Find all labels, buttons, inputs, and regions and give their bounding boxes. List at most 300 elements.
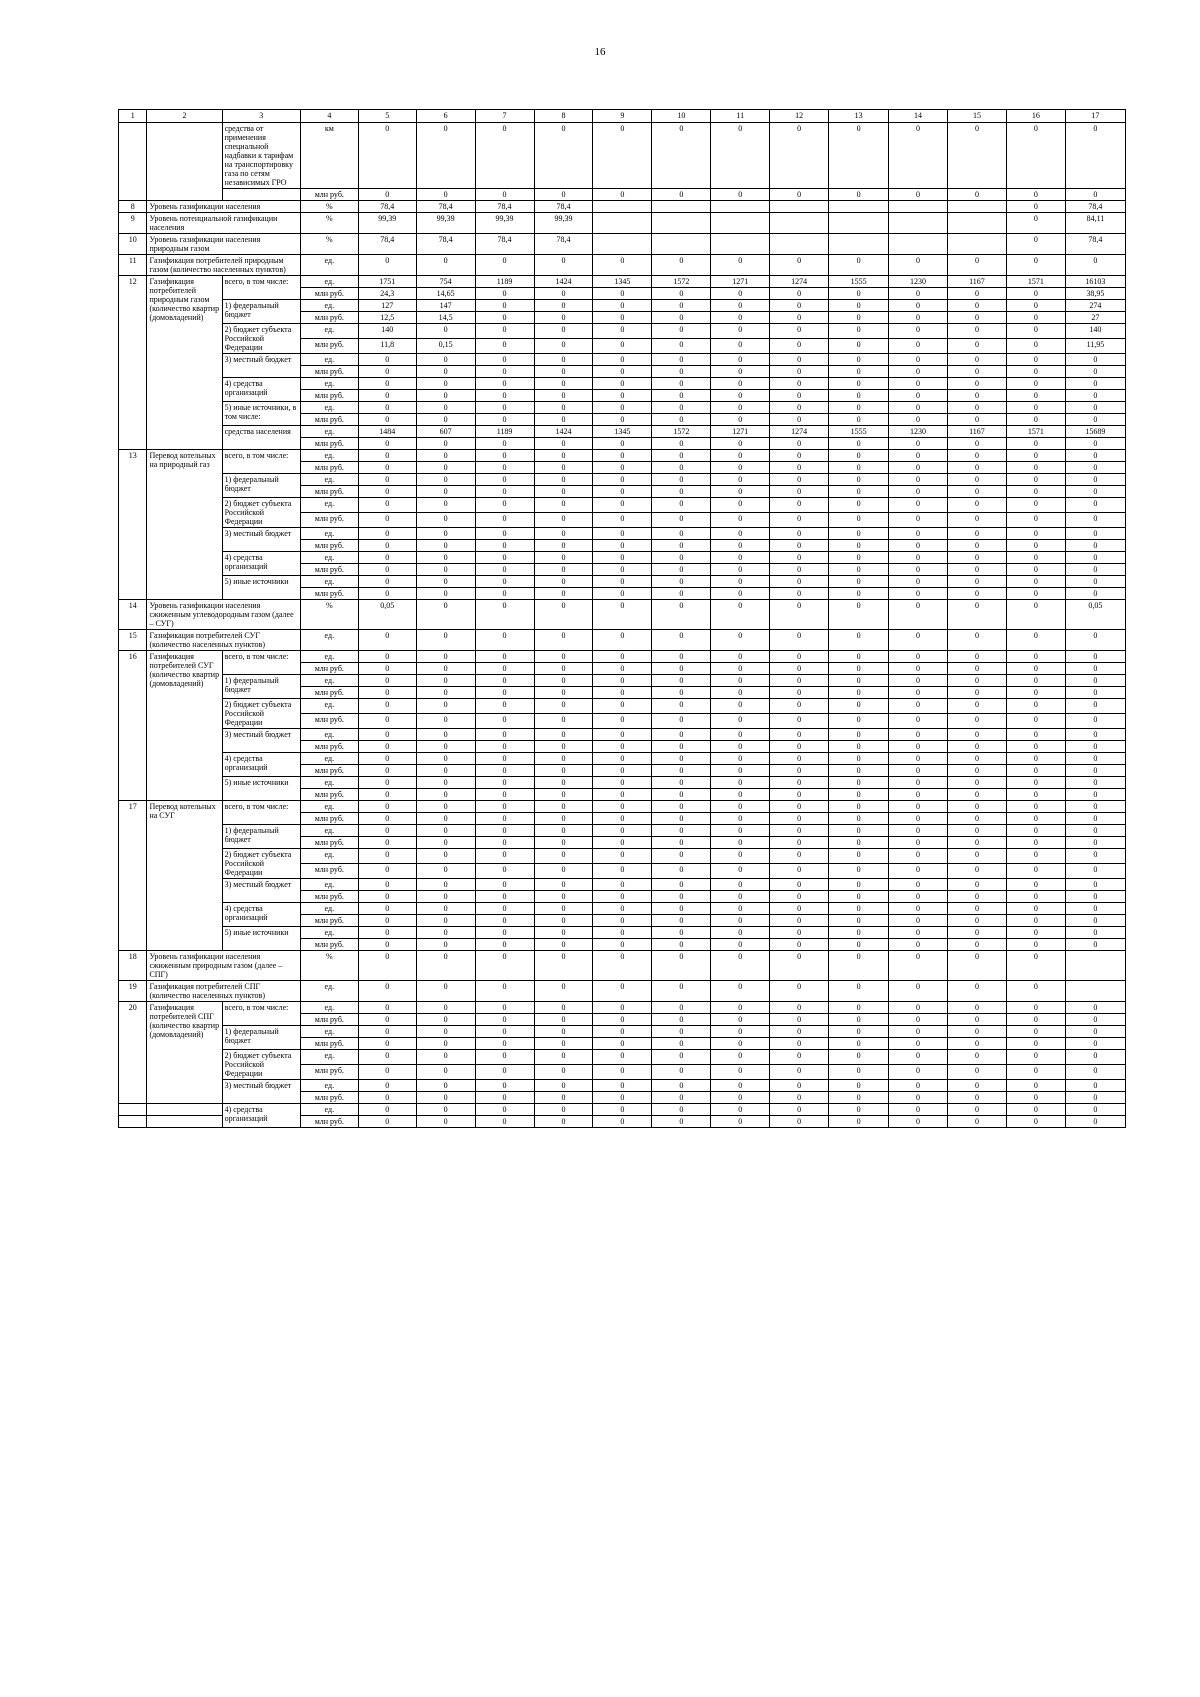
table-cell: Газификация потребителей СПГ (количество населенных пунктов) <box>147 981 300 1002</box>
table-cell: 0 <box>593 741 652 753</box>
table-cell: 0 <box>889 474 948 486</box>
table-cell: 0 <box>1065 753 1125 765</box>
table-row <box>119 255 1126 276</box>
table-cell: 0 <box>416 777 475 789</box>
table-cell: 0 <box>652 1104 711 1116</box>
table-cell: 0 <box>358 714 416 729</box>
table-cell: 0 <box>711 837 770 849</box>
table-row <box>119 426 1126 438</box>
table-cell: 0 <box>652 729 711 741</box>
column-number: 12 <box>770 110 829 123</box>
table-cell: ед. <box>300 729 358 741</box>
table-cell: 0 <box>711 1002 770 1014</box>
table-cell: 0 <box>770 528 829 540</box>
table-cell: 0 <box>475 474 534 486</box>
table-cell <box>119 123 147 201</box>
table-cell: 0 <box>947 1026 1006 1038</box>
table-cell: 0 <box>475 663 534 675</box>
table-cell: 0 <box>829 939 889 951</box>
table-cell: 0 <box>770 927 829 939</box>
table-cell: 0 <box>358 123 416 189</box>
table-cell: 0 <box>711 1014 770 1026</box>
table-cell: 0 <box>534 903 593 915</box>
table-cell: 0 <box>358 777 416 789</box>
table-cell: 0 <box>947 564 1006 576</box>
table-row <box>119 729 1126 741</box>
table-cell: 0 <box>947 366 1006 378</box>
table-cell: млн руб. <box>300 1116 358 1128</box>
table-cell: 0 <box>1065 927 1125 939</box>
table-cell: 0 <box>593 927 652 939</box>
table-cell: 0 <box>1065 354 1125 366</box>
table-cell: 0 <box>652 390 711 402</box>
table-cell: 0 <box>534 663 593 675</box>
table-cell: 0 <box>652 879 711 891</box>
table-cell: 0 <box>889 288 948 300</box>
table-row <box>119 1050 1126 1065</box>
table-cell: 0 <box>947 576 1006 588</box>
table-cell: 0 <box>889 600 948 630</box>
table-cell: 3) местный бюджет <box>222 1080 300 1104</box>
table-cell: ед. <box>300 849 358 864</box>
table-cell: 78,4 <box>416 234 475 255</box>
table-cell: 0 <box>416 528 475 540</box>
table-cell: 0 <box>593 951 652 981</box>
table-cell: 0 <box>358 687 416 699</box>
table-cell: 0 <box>770 312 829 324</box>
table-cell: млн руб. <box>300 915 358 927</box>
table-cell: 0 <box>416 813 475 825</box>
table-cell: 0 <box>889 630 948 651</box>
table-cell: 0 <box>475 189 534 201</box>
table-cell: 0 <box>652 801 711 813</box>
table-cell: 0 <box>711 255 770 276</box>
table-cell: 0 <box>416 255 475 276</box>
table-cell: 4) средства организаций <box>222 552 300 576</box>
table-cell: 0 <box>770 1104 829 1116</box>
table-row <box>119 1080 1126 1092</box>
table-cell: 0 <box>770 651 829 663</box>
table-cell: 0 <box>770 300 829 312</box>
table-cell: 0 <box>534 462 593 474</box>
table-cell: 0 <box>829 1080 889 1092</box>
table-cell: ед. <box>300 801 358 813</box>
table-cell: ед. <box>300 300 358 312</box>
table-cell: 0 <box>889 123 948 189</box>
table-cell: 0 <box>1006 1038 1065 1050</box>
table-cell: 0 <box>593 1092 652 1104</box>
table-cell: 0 <box>829 354 889 366</box>
table-cell: 0 <box>593 354 652 366</box>
table-cell: 0 <box>534 1038 593 1050</box>
table-cell: 0 <box>416 675 475 687</box>
table-cell: 0 <box>947 1038 1006 1050</box>
table-cell: 147 <box>416 300 475 312</box>
table-cell: 0 <box>652 1002 711 1014</box>
table-cell: 0 <box>770 588 829 600</box>
table-cell: 1571 <box>1006 276 1065 288</box>
table-cell: 0,15 <box>416 339 475 354</box>
table-cell: 0 <box>770 513 829 528</box>
table-cell: 0 <box>1006 255 1065 276</box>
table-cell: 0 <box>652 837 711 849</box>
table-cell: 0 <box>711 552 770 564</box>
table-cell: 0 <box>534 513 593 528</box>
table-cell: ед. <box>300 777 358 789</box>
table-cell: 0 <box>475 339 534 354</box>
table-cell: 0 <box>711 1080 770 1092</box>
table-cell: 0 <box>534 864 593 879</box>
table-cell: 0 <box>416 729 475 741</box>
table-cell: 0 <box>416 651 475 663</box>
table-cell: млн руб. <box>300 663 358 675</box>
table-cell: 78,4 <box>416 201 475 213</box>
table-cell: средства от применения специальной надбавки к тарифам на транспортировку газа по сетям независимых ГРО <box>222 123 300 189</box>
table-cell: 0 <box>652 741 711 753</box>
table-cell: 0 <box>358 675 416 687</box>
table-row <box>119 378 1126 390</box>
table-cell: 0 <box>1006 699 1065 714</box>
table-cell: 0 <box>534 939 593 951</box>
table-cell: 0 <box>889 450 948 462</box>
table-cell: 0 <box>593 540 652 552</box>
table-cell: 0 <box>534 255 593 276</box>
table-cell: 0 <box>534 765 593 777</box>
table-cell: млн руб. <box>300 1065 358 1080</box>
table-cell: 0 <box>652 849 711 864</box>
table-cell: 0 <box>1065 486 1125 498</box>
table-cell: 0 <box>593 564 652 576</box>
table-cell: 0 <box>652 255 711 276</box>
table-cell: 0 <box>947 663 1006 675</box>
table-cell: 0 <box>358 564 416 576</box>
table-cell: 0 <box>593 903 652 915</box>
table-cell: 0 <box>947 675 1006 687</box>
table-cell: 0 <box>889 915 948 927</box>
table-cell: 0 <box>770 438 829 450</box>
table-row <box>119 189 1126 201</box>
table-cell: всего, в том числе: <box>222 801 300 825</box>
table-cell: 0 <box>416 1104 475 1116</box>
table-cell: 0 <box>652 687 711 699</box>
table-cell: 0 <box>416 513 475 528</box>
table-row <box>119 927 1126 939</box>
table-cell: 0 <box>1006 450 1065 462</box>
table-cell: 0 <box>829 540 889 552</box>
table-cell: 0 <box>829 663 889 675</box>
table-cell: 1274 <box>770 276 829 288</box>
table-row <box>119 1026 1126 1038</box>
table-cell: 0 <box>1065 552 1125 564</box>
table-cell: 0 <box>358 378 416 390</box>
table-cell: 0 <box>1065 1116 1125 1128</box>
table-row <box>119 879 1126 891</box>
table-cell: 0 <box>1065 714 1125 729</box>
table-cell: 0 <box>593 915 652 927</box>
table-cell: 0 <box>1006 123 1065 189</box>
table-cell: 0 <box>534 288 593 300</box>
table-cell: 0 <box>829 339 889 354</box>
table-cell: 0 <box>652 927 711 939</box>
table-cell: 0 <box>652 630 711 651</box>
table-cell: 0 <box>534 450 593 462</box>
table-row <box>119 825 1126 837</box>
table-cell: 0 <box>358 1092 416 1104</box>
table-cell: 0 <box>711 324 770 339</box>
table-cell: 78,4 <box>358 234 416 255</box>
table-cell: 0 <box>711 1050 770 1065</box>
table-cell: 0 <box>711 1116 770 1128</box>
table-cell: 0 <box>711 663 770 675</box>
table-cell: 0 <box>1006 588 1065 600</box>
table-cell: 0 <box>947 339 1006 354</box>
table-cell: 0 <box>770 951 829 981</box>
table-cell: 0 <box>770 324 829 339</box>
table-cell: 0 <box>534 390 593 402</box>
table-cell: 0 <box>711 777 770 789</box>
table-cell: 99,39 <box>416 213 475 234</box>
table-cell: 0 <box>1065 675 1125 687</box>
column-number: 15 <box>947 110 1006 123</box>
table-cell: 0 <box>829 891 889 903</box>
table-cell: 0 <box>475 753 534 765</box>
table-cell: 0 <box>652 651 711 663</box>
table-cell: 0 <box>770 1065 829 1080</box>
table-cell <box>829 213 889 234</box>
table-cell: 0 <box>829 255 889 276</box>
table-cell <box>1065 981 1125 1002</box>
table-cell: 0 <box>1065 528 1125 540</box>
table-cell: 0 <box>829 1065 889 1080</box>
table-cell: 0 <box>829 1038 889 1050</box>
table-cell: 0 <box>829 498 889 513</box>
table-cell: 0 <box>711 981 770 1002</box>
table-cell: 0 <box>829 576 889 588</box>
table-cell: 0 <box>475 927 534 939</box>
table-cell: 0 <box>475 312 534 324</box>
table-cell: % <box>300 213 358 234</box>
table-cell: 0 <box>829 486 889 498</box>
column-number: 4 <box>300 110 358 123</box>
table-cell: 0 <box>889 825 948 837</box>
table-cell: 0 <box>947 513 1006 528</box>
table-cell: ед. <box>300 552 358 564</box>
table-cell: 0 <box>652 564 711 576</box>
table-cell: 0 <box>1065 789 1125 801</box>
table-cell: 0 <box>889 939 948 951</box>
table-cell: 0 <box>652 1116 711 1128</box>
table-cell: 0 <box>652 864 711 879</box>
table-cell: 0 <box>593 498 652 513</box>
table-cell <box>147 123 222 201</box>
table-cell: 0 <box>593 1065 652 1080</box>
table-cell: 0 <box>889 189 948 201</box>
table-cell: 0 <box>593 714 652 729</box>
table-cell: 0 <box>1065 825 1125 837</box>
table-cell: 2) бюджет субъекта Российской Федерации <box>222 324 300 354</box>
table-cell: 0 <box>358 474 416 486</box>
table-cell: 0 <box>475 891 534 903</box>
table-cell: 0 <box>534 1104 593 1116</box>
table-cell: 0 <box>652 1038 711 1050</box>
table-cell: 4) средства организаций <box>222 1104 300 1128</box>
table-cell <box>147 1116 222 1128</box>
table-cell: 0 <box>416 1026 475 1038</box>
table-cell: 0 <box>947 123 1006 189</box>
table-cell: 0 <box>889 378 948 390</box>
table-cell: 0 <box>889 1014 948 1026</box>
table-cell: 0 <box>475 741 534 753</box>
table-cell: 0 <box>534 366 593 378</box>
table-cell: 0 <box>534 729 593 741</box>
table-cell: 0 <box>475 588 534 600</box>
table-cell: 0 <box>889 498 948 513</box>
table-cell: ед. <box>300 426 358 438</box>
table-cell: 1271 <box>711 426 770 438</box>
table-cell: 0 <box>593 1116 652 1128</box>
table-cell: всего, в том числе: <box>222 450 300 474</box>
table-cell: 0 <box>652 903 711 915</box>
table-cell: млн руб. <box>300 462 358 474</box>
table-cell: млн руб. <box>300 366 358 378</box>
table-cell: 0 <box>770 939 829 951</box>
table-cell: 0 <box>829 849 889 864</box>
table-cell: 0 <box>889 324 948 339</box>
table-cell: 0 <box>1006 753 1065 765</box>
table-cell: 0 <box>829 1092 889 1104</box>
column-number: 7 <box>475 110 534 123</box>
table-row <box>119 213 1126 234</box>
column-number: 11 <box>711 110 770 123</box>
table-cell: 0 <box>1006 864 1065 879</box>
table-cell: Уровень газификации населения природным газом <box>147 234 300 255</box>
table-cell: млн руб. <box>300 588 358 600</box>
table-cell: 0 <box>829 1050 889 1065</box>
table-cell: 140 <box>358 324 416 339</box>
table-cell: Газификация потребителей природным газом (количество населенных пунктов) <box>147 255 300 276</box>
table-cell: 0 <box>947 288 1006 300</box>
table-cell: 0 <box>1065 651 1125 663</box>
table-cell: 0 <box>770 576 829 588</box>
table-cell: 1) федеральный бюджет <box>222 474 300 498</box>
table-cell: 0 <box>711 630 770 651</box>
table-cell: 0 <box>770 729 829 741</box>
table-cell: 0 <box>1065 903 1125 915</box>
table-cell: Газификация потребителей СПГ (количество квартир (домовладений) <box>147 1002 222 1104</box>
table-cell: 0 <box>1006 651 1065 663</box>
table-cell: 0 <box>829 801 889 813</box>
table-cell: 0 <box>652 513 711 528</box>
table-cell <box>711 213 770 234</box>
table-cell: 0 <box>358 825 416 837</box>
table-cell: 0 <box>1006 312 1065 324</box>
table-cell: 0 <box>475 1065 534 1080</box>
table-cell: 0 <box>475 1104 534 1116</box>
table-cell: 0 <box>416 378 475 390</box>
table-cell: 0 <box>534 1092 593 1104</box>
table-cell: 0 <box>416 765 475 777</box>
table-cell: 0 <box>416 450 475 462</box>
table-cell: 0 <box>593 687 652 699</box>
table-cell: 0 <box>947 540 1006 552</box>
table-cell: 0 <box>1006 300 1065 312</box>
table-cell: 0 <box>1006 438 1065 450</box>
table-cell: 0 <box>711 951 770 981</box>
table-cell: 0 <box>416 189 475 201</box>
table-cell: 1345 <box>593 276 652 288</box>
table-cell: 0 <box>475 630 534 651</box>
table-cell: 0 <box>1006 324 1065 339</box>
table-cell: 0 <box>358 789 416 801</box>
table-cell: 18 <box>119 951 147 981</box>
table-cell: 0 <box>1065 414 1125 426</box>
table-cell: 1484 <box>358 426 416 438</box>
table-cell: 0 <box>358 765 416 777</box>
table-cell: всего, в том числе: <box>222 651 300 675</box>
table-cell <box>770 201 829 213</box>
table-cell: 0 <box>358 576 416 588</box>
table-cell: 0 <box>889 951 948 981</box>
table-cell: 0 <box>829 903 889 915</box>
table-cell: 10 <box>119 234 147 255</box>
table-cell: ед. <box>300 1002 358 1014</box>
table-cell: 0 <box>1065 939 1125 951</box>
table-cell: 0 <box>770 354 829 366</box>
table-cell: 0 <box>1065 879 1125 891</box>
table-cell: 0 <box>475 540 534 552</box>
table-cell: 0 <box>947 825 1006 837</box>
table-cell: 0 <box>947 630 1006 651</box>
table-row <box>119 801 1126 813</box>
table-cell: 0 <box>593 576 652 588</box>
table-cell: 0 <box>889 354 948 366</box>
table-cell: 0 <box>593 630 652 651</box>
table-cell: 0 <box>593 1050 652 1065</box>
table-cell: 0 <box>652 576 711 588</box>
table-cell: 1167 <box>947 426 1006 438</box>
table-cell: 0 <box>889 1002 948 1014</box>
table-cell: 0 <box>947 753 1006 765</box>
table-cell: 1230 <box>889 426 948 438</box>
table-cell: 0 <box>1065 564 1125 576</box>
table-cell: 0 <box>770 402 829 414</box>
table-cell: 0 <box>358 915 416 927</box>
table-cell: 0 <box>947 414 1006 426</box>
table-row <box>119 450 1126 462</box>
table-cell: 0 <box>1065 498 1125 513</box>
table-cell: 0 <box>1006 234 1065 255</box>
table-header-row <box>119 110 1126 123</box>
table-cell: 99,39 <box>358 213 416 234</box>
table-cell: 27 <box>1065 312 1125 324</box>
page-number: 16 <box>594 46 606 58</box>
table-cell: Уровень газификации населения сжиженным углеводородным газом (далее – СУГ) <box>147 600 300 630</box>
table-cell: 0 <box>534 837 593 849</box>
table-cell: 0 <box>711 189 770 201</box>
table-cell: 0 <box>358 390 416 402</box>
table-cell: 0 <box>829 1002 889 1014</box>
table-cell: 0 <box>947 891 1006 903</box>
table-cell: 0 <box>358 462 416 474</box>
table-cell: 0 <box>475 687 534 699</box>
table-cell: 0 <box>829 675 889 687</box>
table-cell: 0 <box>593 366 652 378</box>
table-cell: 0 <box>889 1026 948 1038</box>
table-cell: 0 <box>770 366 829 378</box>
table-cell <box>652 234 711 255</box>
table-cell: 0 <box>1065 255 1125 276</box>
table-cell: 13 <box>119 450 147 600</box>
